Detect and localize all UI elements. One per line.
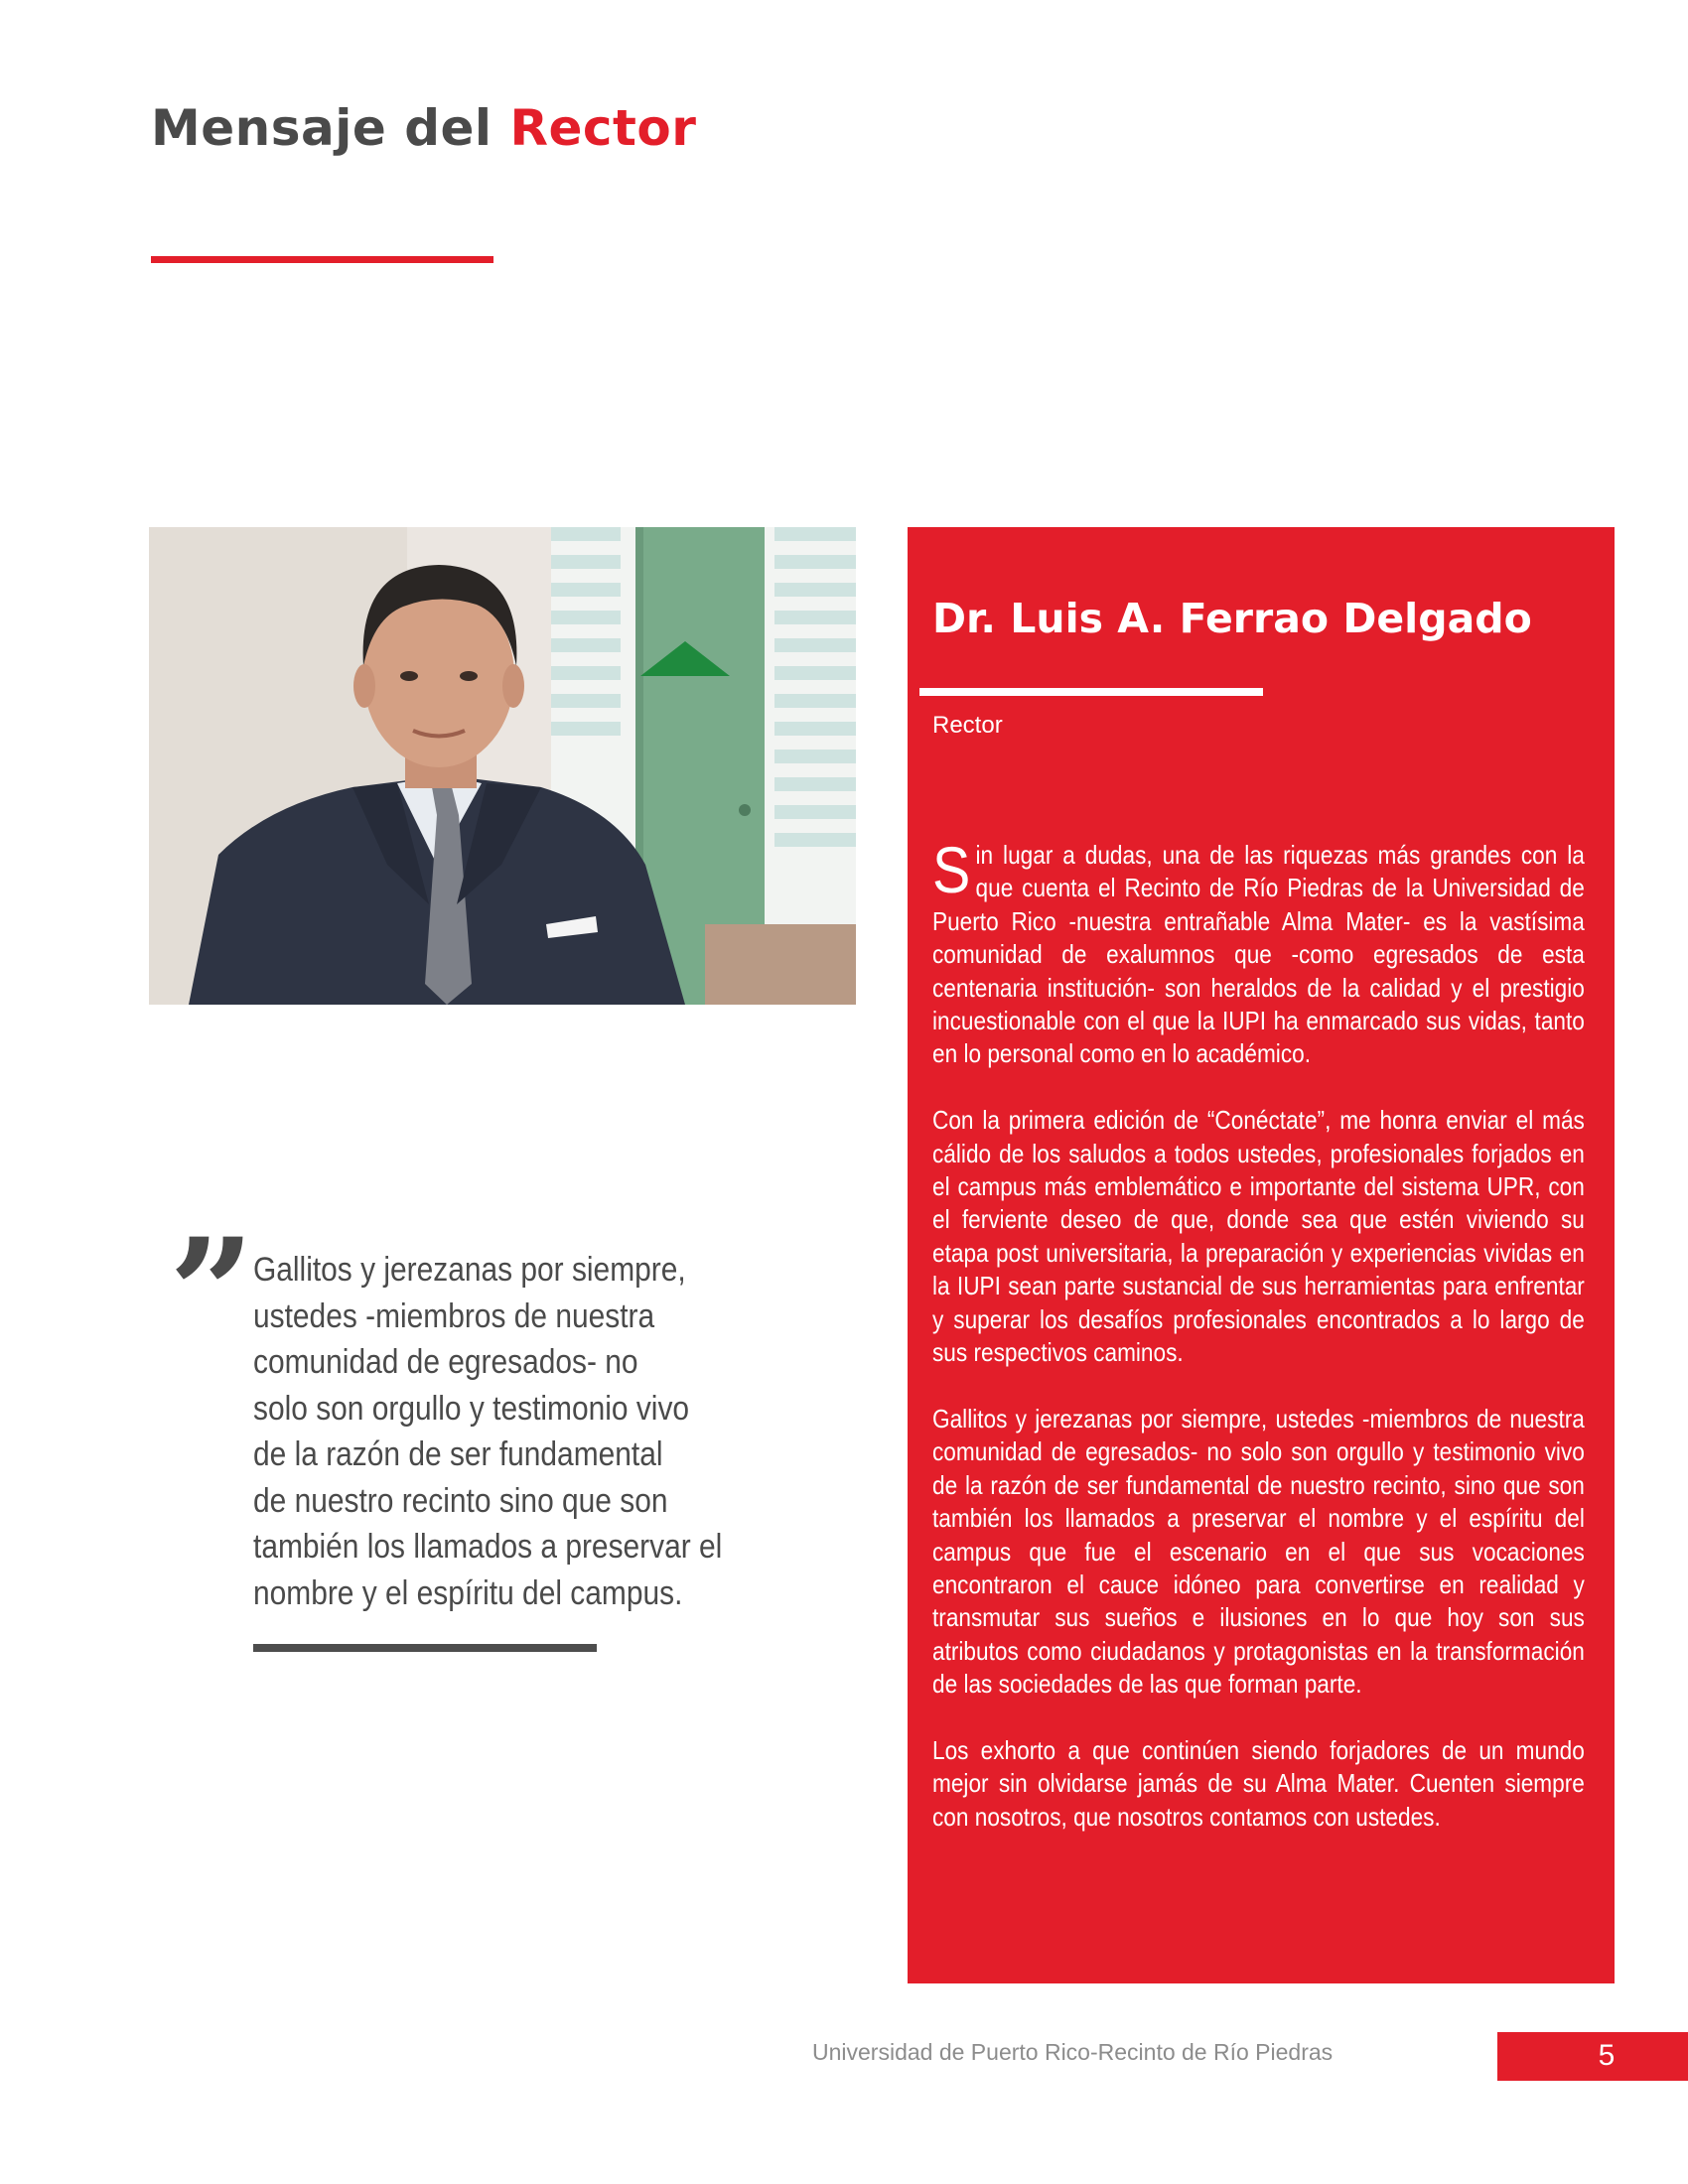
page-number-box — [1497, 2032, 1688, 2081]
title-underline — [151, 256, 493, 263]
drop-cap: S — [932, 833, 971, 906]
rector-role: Rector — [932, 712, 1003, 739]
message-paragraph-1 — [932, 833, 1585, 1071]
rector-name: Dr. Luis A. Ferrao Delgado — [932, 595, 1532, 642]
pull-quote-line: ustedes -miembros de nuestra — [253, 1297, 655, 1335]
pull-quote-line: de la razón de ser fundamental — [253, 1435, 663, 1473]
quote-underline — [253, 1644, 597, 1652]
rector-photo — [149, 527, 856, 1005]
pull-quote-line: nombre y el espíritu del campus. — [253, 1573, 683, 1612]
pull-quote-line: Gallitos y jerezanas por siempre, — [253, 1251, 686, 1289]
message-paragraph-4: Los exhorto a que continúen siendo forjadores de un mundo mejor sin olvidarse jamás de su Alma Mater. Cuenten siempre con nosotros, que nosotros contamos con ustedes. — [932, 1734, 1585, 1832]
pull-quote-line: también los llamados a preservar el — [253, 1528, 723, 1566]
message-body — [932, 833, 1585, 1867]
message-paragraph-2: Con la primera edición de “Conéctate”, me honra enviar el más cálido de los saludos a todos ustedes, profesionales forjados en el campus más emblemático e importante del sistema UPR, con el ferviente deseo de que, donde sea que estén viviendo su etapa post universitaria, la preparación y experiencias vividas en la IUPI sean parte sustancial de sus herramientas para enfrentar y superar los desafíos profesionales encontrados a lo largo de sus respectivos caminos. — [932, 1105, 1585, 1368]
message-paragraph-1-text: in lugar a dudas, una de las riquezas más grandes con la que cuenta el Recinto de Río Piedras de la Universidad de Puerto Rico -nuestra entrañable Alma Mater- es la vastísima comunidad de exalumnos que -como egresados de esta centenaria institución- son heraldos de la calidad y el prestigio incuestionable con el que la IUPI ha enmarcado sus vidas, tanto en lo personal como en lo académico. — [932, 840, 1585, 1069]
pull-quote-line: solo son orgullo y testimonio vivo — [253, 1389, 690, 1428]
message-panel — [908, 527, 1615, 1983]
pull-quote-line: de nuestro recinto sino que son — [253, 1481, 668, 1520]
pull-quote — [253, 1247, 743, 1616]
footer-institution: Universidad de Puerto Rico-Recinto de Río Piedras — [812, 2039, 1334, 2065]
page-title — [151, 99, 696, 157]
message-paragraph-3: Gallitos y jerezanas por siempre, ustedes -miembros de nuestra comunidad de egresados- no solo son orgullo y testimonio vivo de la razón de ser fundamental de nuestro recinto, sino que son también los llamados a preservar el nombre y el espíritu del campus que fue el escenario en el que sus vocaciones encontraron el cauce idóneo para convertirse en realidad y transmutar sus sueños e ilusiones en lo que hoy son sus atributos como ciudadanos y protagonistas en la transformación de las sociedades de las que forman parte. — [932, 1403, 1585, 1700]
page-number: 5 — [1598, 2039, 1616, 2072]
quote-mark-icon: ” — [169, 1206, 255, 1381]
name-underline — [919, 688, 1263, 696]
pull-quote-line: comunidad de egresados- no — [253, 1343, 638, 1381]
page-title-accent: Rector — [509, 99, 697, 157]
page-title-prefix: Mensaje del — [151, 99, 492, 157]
